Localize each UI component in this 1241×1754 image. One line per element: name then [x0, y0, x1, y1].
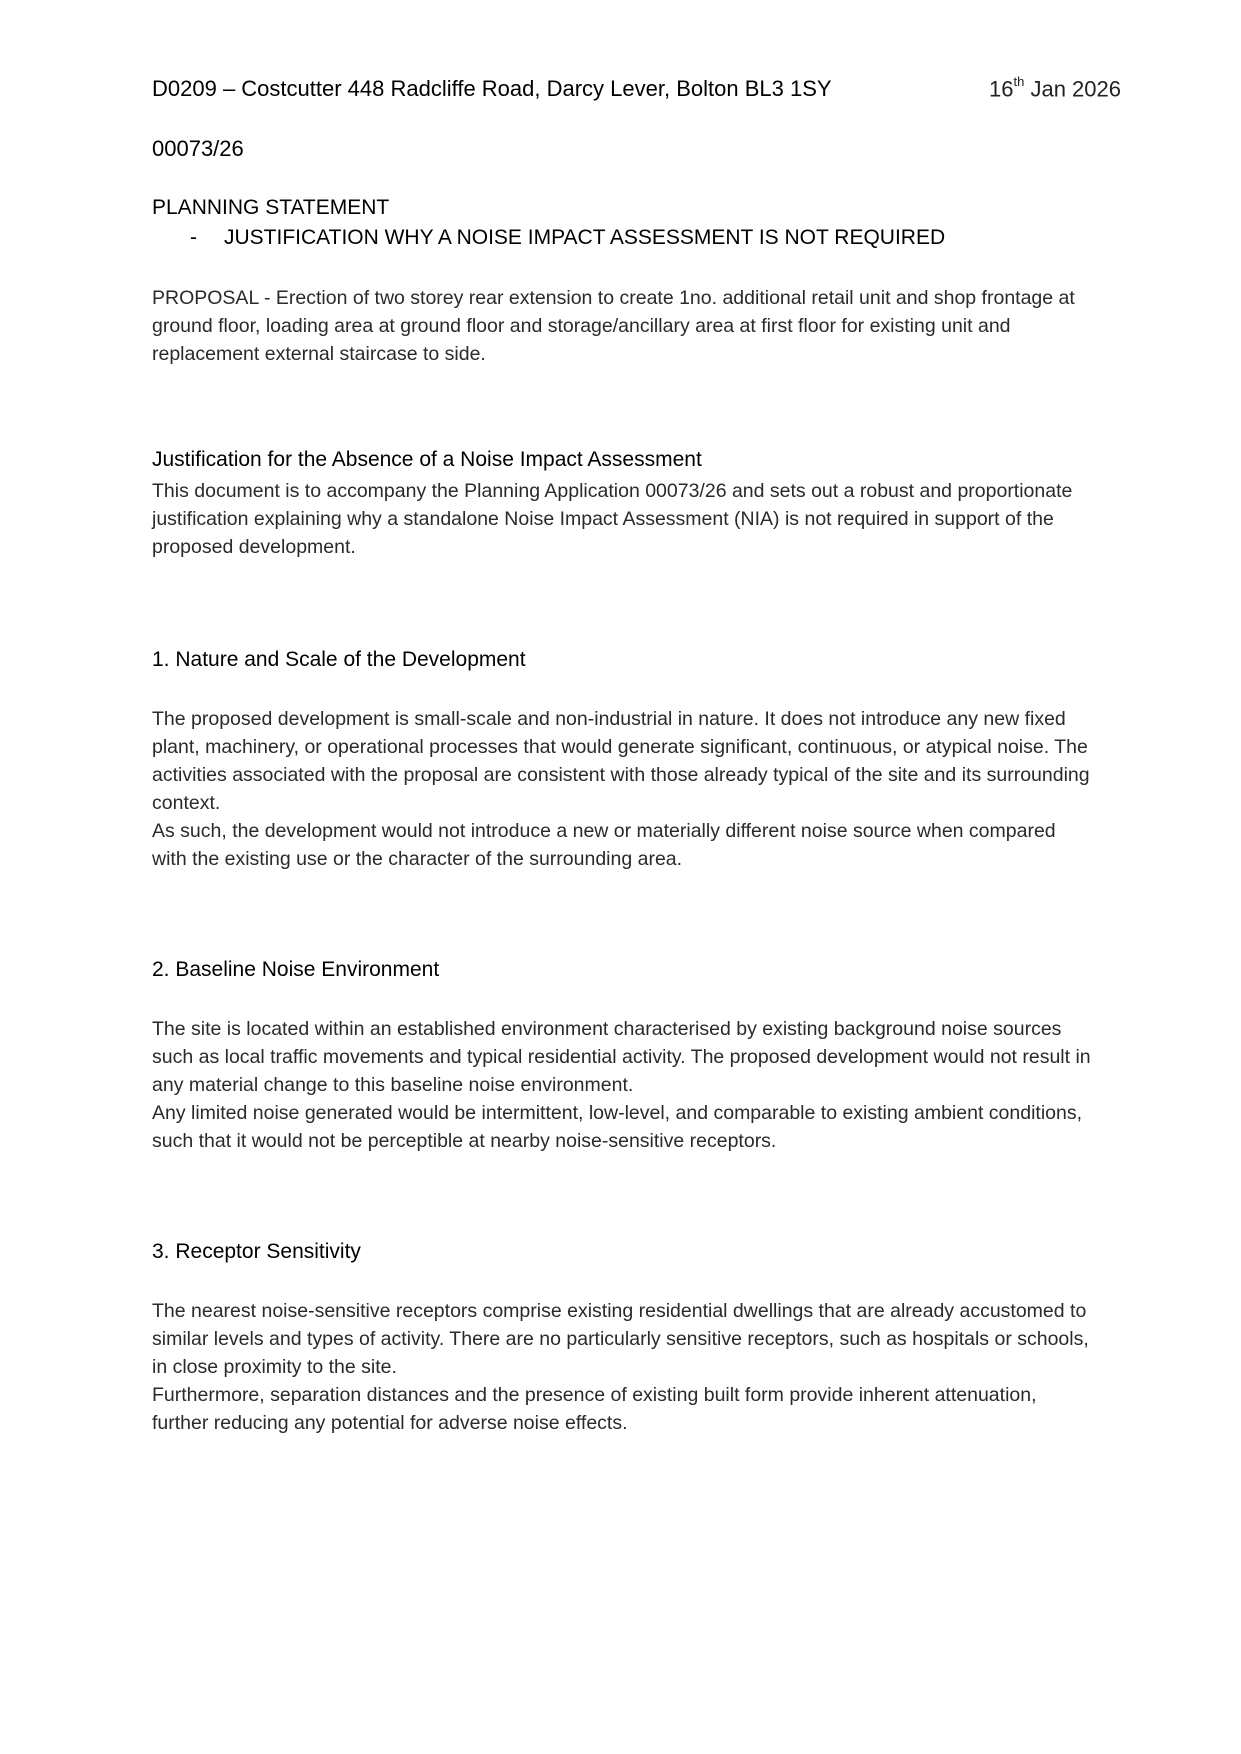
section-2-paragraph-2: Any limited noise generated would be intermittent, low-level, and comparable to existing ambient conditions, such that it would not be perceptible at nearby noise-sensitive receptors. [152, 1102, 1083, 1152]
date-month-year: Jan 2026 [1024, 76, 1121, 102]
section-1-heading: 1. Nature and Scale of the Development [152, 648, 526, 671]
section-2-paragraph-1: The site is located within an established environment characterised by existing background noise sources such as local traffic movements and typical residential activity. The proposed development would not result in any material change to this baseline noise environment. [152, 1018, 1091, 1096]
document-title: D0209 – Costcutter 448 Radcliffe Road, Darcy Lever, Bolton BL3 1SY [152, 76, 832, 101]
proposal-paragraph [152, 284, 1092, 368]
section-2-body [152, 1015, 1092, 1155]
statement-subtitle [190, 226, 945, 250]
justification-text: This document is to accompany the Planning Application 00073/26 and sets out a robust and proportionate justification explaining why a standalone Noise Impact Assessment (NIA) is not required in support of the proposed development. [152, 480, 1073, 558]
section-3-paragraph-2: Furthermore, separation distances and the presence of existing built form provide inherent attenuation, further reducing any potential for adverse noise effects. [152, 1384, 1037, 1434]
section-2-heading: 2. Baseline Noise Environment [152, 958, 440, 981]
justification-paragraph [152, 477, 1092, 561]
section-1-paragraph-2: As such, the development would not introduce a new or materially different noise source when compared with the existing use or the character of the surrounding area. [152, 820, 1056, 870]
document-date [989, 76, 1121, 102]
section-3-paragraph-1: The nearest noise-sensitive receptors comprise existing residential dwellings that are already accustomed to similar levels and types of activity. There are no particularly sensitive receptors, such as hospitals or schools, in close proximity to the site. [152, 1300, 1089, 1378]
application-reference: 00073/26 [152, 136, 244, 161]
section-3-body [152, 1297, 1092, 1437]
justification-heading: Justification for the Absence of a Noise Impact Assessment [152, 448, 702, 471]
date-day: 16 [989, 76, 1014, 102]
statement-subtitle-text: JUSTIFICATION WHY A NOISE IMPACT ASSESSMENT IS NOT REQUIRED [224, 226, 946, 249]
proposal-text: PROPOSAL - Erection of two storey rear extension to create 1no. additional retail unit and shop frontage at ground floor, loading area at ground floor and storage/ancillary area at first floor for existing unit and replacement external staircase to side. [152, 287, 1075, 365]
list-dash: - [190, 226, 197, 249]
section-3-heading: 3. Receptor Sensitivity [152, 1240, 361, 1263]
statement-title: PLANNING STATEMENT [152, 196, 390, 219]
section-1-body [152, 705, 1092, 873]
date-suffix: th [1013, 74, 1025, 89]
section-1-paragraph-1: The proposed development is small-scale and non-industrial in nature. It does not introduce any new fixed plant, machinery, or operational processes that would generate significant, continuous, or atypical noise. The activities associated with the proposal are consistent with those already typical of the site and its surrounding context. [152, 708, 1090, 814]
